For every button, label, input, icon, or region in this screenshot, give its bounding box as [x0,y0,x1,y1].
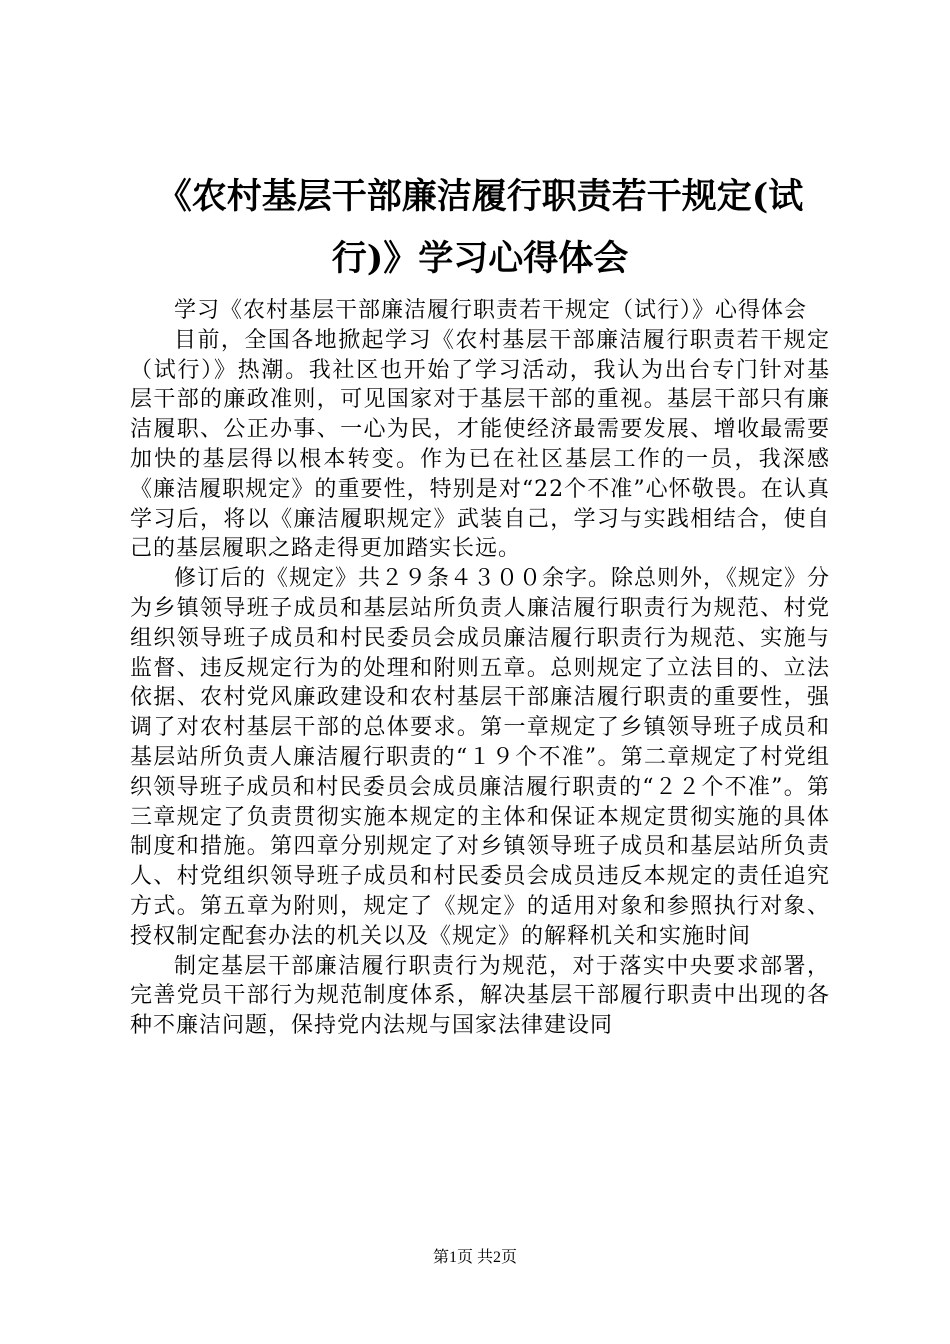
paragraph-regulation-summary: 修订后的《规定》共２９条４３００余字。除总则外，《规定》分为乡镇领导班子成员和基层站所负责人廉洁履行职责行为规范、村党组织领导班子成员和村民委员会成员廉洁履行职责行为规范、实施与监督、违反规定行为的处理和附则五章。总则规定了立法目的、立法依据、农村党风廉政建设和农村基层干部廉洁履行职责的重要性，强调了对农村基层干部的总体要求。第一章规定了乡镇领导班子成员和基层站所负责人廉洁履行职责的“１９个不准”。第二章规定了村党组织领导班子成员和村民委员会成员廉洁履行职责的“２２个不准”。第三章规定了负责贯彻实施本规定的主体和保证本规定贯彻实施的具体制度和措施。第四章分别规定了对乡镇领导班子成员和基层站所负责人、村党组织领导班子成员和村民委员会成员违反本规定的责任追究方式。第五章为附则，规定了《规定》的适用对象和参照执行对象、授权制定配套办法的机关以及《规定》的解释机关和实施时间 [130,566,831,949]
document-body [130,296,830,1041]
paragraph-intro: 目前，全国各地掀起学习《农村基层干部廉洁履行职责若干规定（试行）》热潮。我社区也开始了学习活动，我认为出台专门针对基层干部的廉政准则，可见国家对于基层干部的重视。基层干部只有廉洁履职、公正办事、一心为民，才能使经济最需要发展、增收最需要加快的基层得以根本转变。作为已在社区基层工作的一员，我深感《廉洁履职规定》的重要性，特别是对“22个不准”心怀敬畏。在认真学习后，将以《廉洁履职规定》武装自己，学习与实践相结合，使自己的基层履职之路走得更加踏实长远。 [130,327,830,562]
paragraph-subtitle: 学习《农村基层干部廉洁履行职责若干规定（试行）》心得体会 [174,298,808,323]
paragraph-significance: 制定基层干部廉洁履行职责行为规范，对于落实中央要求部署，完善党员干部行为规范制度体系，解决基层干部履行职责中出现的各种不廉洁问题，保持党内法规与国家法律建设同 [130,953,830,1039]
page-footer: 第1页 共2页 [432,1249,517,1266]
document-title: 《农村基层干部廉洁履行职责若干规定(试行)》学习心得体会 [156,176,804,279]
